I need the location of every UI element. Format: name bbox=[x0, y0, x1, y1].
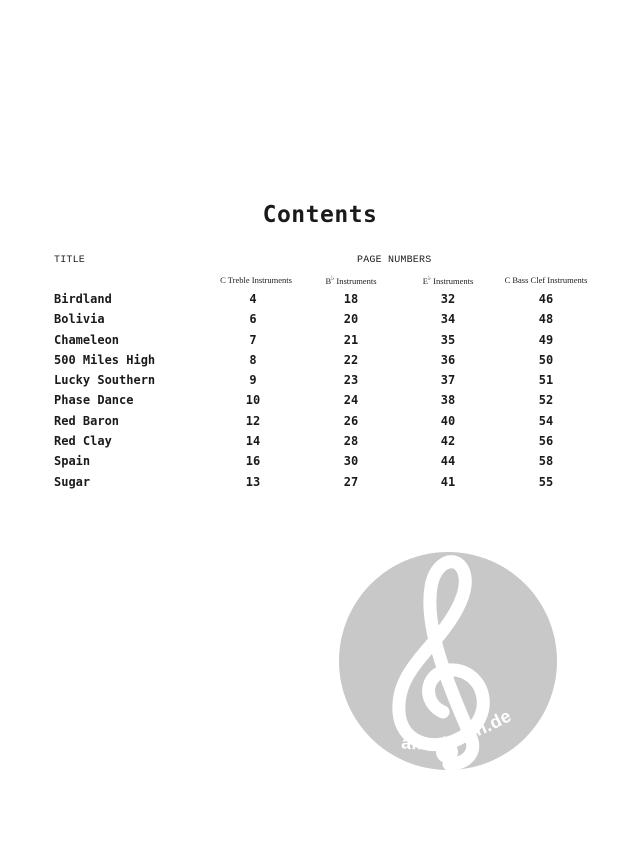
page-c-treble: 8 bbox=[249, 352, 257, 367]
column-header-bb: B♭ Instruments bbox=[325, 275, 377, 286]
table-row bbox=[0, 432, 640, 452]
page-bb: 20 bbox=[343, 312, 359, 327]
page-bb: 23 bbox=[343, 373, 359, 388]
watermark-text: alle-noten.de bbox=[400, 705, 515, 754]
table-row bbox=[0, 290, 640, 310]
page-c-treble: 10 bbox=[245, 393, 261, 408]
table-row bbox=[0, 331, 640, 351]
watermark-logo bbox=[339, 552, 557, 770]
page-bb: 28 bbox=[343, 434, 359, 449]
page-eb: 44 bbox=[440, 454, 456, 469]
column-header-c-treble: C Treble Instruments bbox=[220, 274, 292, 285]
page-numbers-header: PAGE NUMBERS bbox=[357, 255, 432, 266]
song-title: Lucky Southern bbox=[54, 373, 156, 388]
page-c-bass: 54 bbox=[538, 413, 554, 428]
page-bb: 21 bbox=[343, 332, 359, 347]
page-eb: 32 bbox=[440, 292, 456, 306]
page-c-treble: 12 bbox=[245, 413, 261, 428]
song-title: Sugar bbox=[54, 474, 91, 489]
page-bb: 22 bbox=[343, 352, 359, 367]
page-c-bass: 46 bbox=[538, 292, 554, 306]
song-title: Chameleon bbox=[54, 332, 120, 347]
song-title: Birdland bbox=[54, 292, 112, 306]
page-c-bass: 48 bbox=[538, 312, 554, 327]
page-eb: 36 bbox=[440, 352, 456, 367]
page-title: Contents bbox=[262, 202, 378, 228]
song-title: 500 Miles High bbox=[54, 352, 156, 367]
table-row bbox=[0, 310, 640, 330]
page-c-treble: 7 bbox=[249, 332, 257, 347]
page-c-bass: 51 bbox=[538, 373, 554, 388]
page-bb: 30 bbox=[343, 454, 359, 469]
page-c-treble: 14 bbox=[245, 434, 261, 449]
page-eb: 42 bbox=[440, 434, 456, 449]
table-row bbox=[0, 351, 640, 371]
page-eb: 40 bbox=[440, 413, 456, 428]
table-row bbox=[0, 391, 640, 411]
page-eb: 41 bbox=[440, 474, 456, 489]
page-c-bass: 58 bbox=[538, 454, 554, 469]
table-row bbox=[0, 452, 640, 472]
page-c-bass: 56 bbox=[538, 434, 554, 449]
table-row bbox=[0, 412, 640, 432]
page-c-treble: 16 bbox=[245, 454, 261, 469]
page-bb: 27 bbox=[343, 474, 359, 489]
page-c-treble: 9 bbox=[249, 373, 257, 388]
column-header-eb: E♭ Instruments bbox=[422, 275, 474, 286]
page-eb: 38 bbox=[440, 393, 456, 408]
page-c-bass: 55 bbox=[538, 474, 554, 489]
table-row bbox=[0, 371, 640, 391]
page-c-bass: 50 bbox=[538, 352, 554, 367]
contents-table bbox=[0, 290, 640, 493]
page-eb: 37 bbox=[440, 373, 456, 388]
treble-clef-icon bbox=[339, 552, 557, 770]
page-bb: 18 bbox=[343, 292, 359, 306]
song-title: Bolivia bbox=[54, 312, 105, 327]
song-title: Phase Dance bbox=[54, 393, 134, 408]
page-c-treble: 4 bbox=[249, 292, 257, 306]
song-title: Red Clay bbox=[54, 434, 112, 449]
page-eb: 34 bbox=[440, 312, 456, 327]
page-c-treble: 13 bbox=[245, 474, 261, 489]
page-c-bass: 49 bbox=[538, 332, 554, 347]
title-column-header: TITLE bbox=[54, 255, 86, 266]
page-bb: 26 bbox=[343, 413, 359, 428]
table-row bbox=[0, 473, 640, 493]
page-bb: 24 bbox=[343, 393, 359, 408]
page-c-treble: 6 bbox=[249, 312, 257, 327]
song-title: Red Baron bbox=[54, 413, 120, 428]
page-c-bass: 52 bbox=[538, 393, 554, 408]
column-header-c-bass: C Bass Clef Instruments bbox=[504, 274, 588, 285]
page-eb: 35 bbox=[440, 332, 456, 347]
song-title: Spain bbox=[54, 454, 91, 469]
